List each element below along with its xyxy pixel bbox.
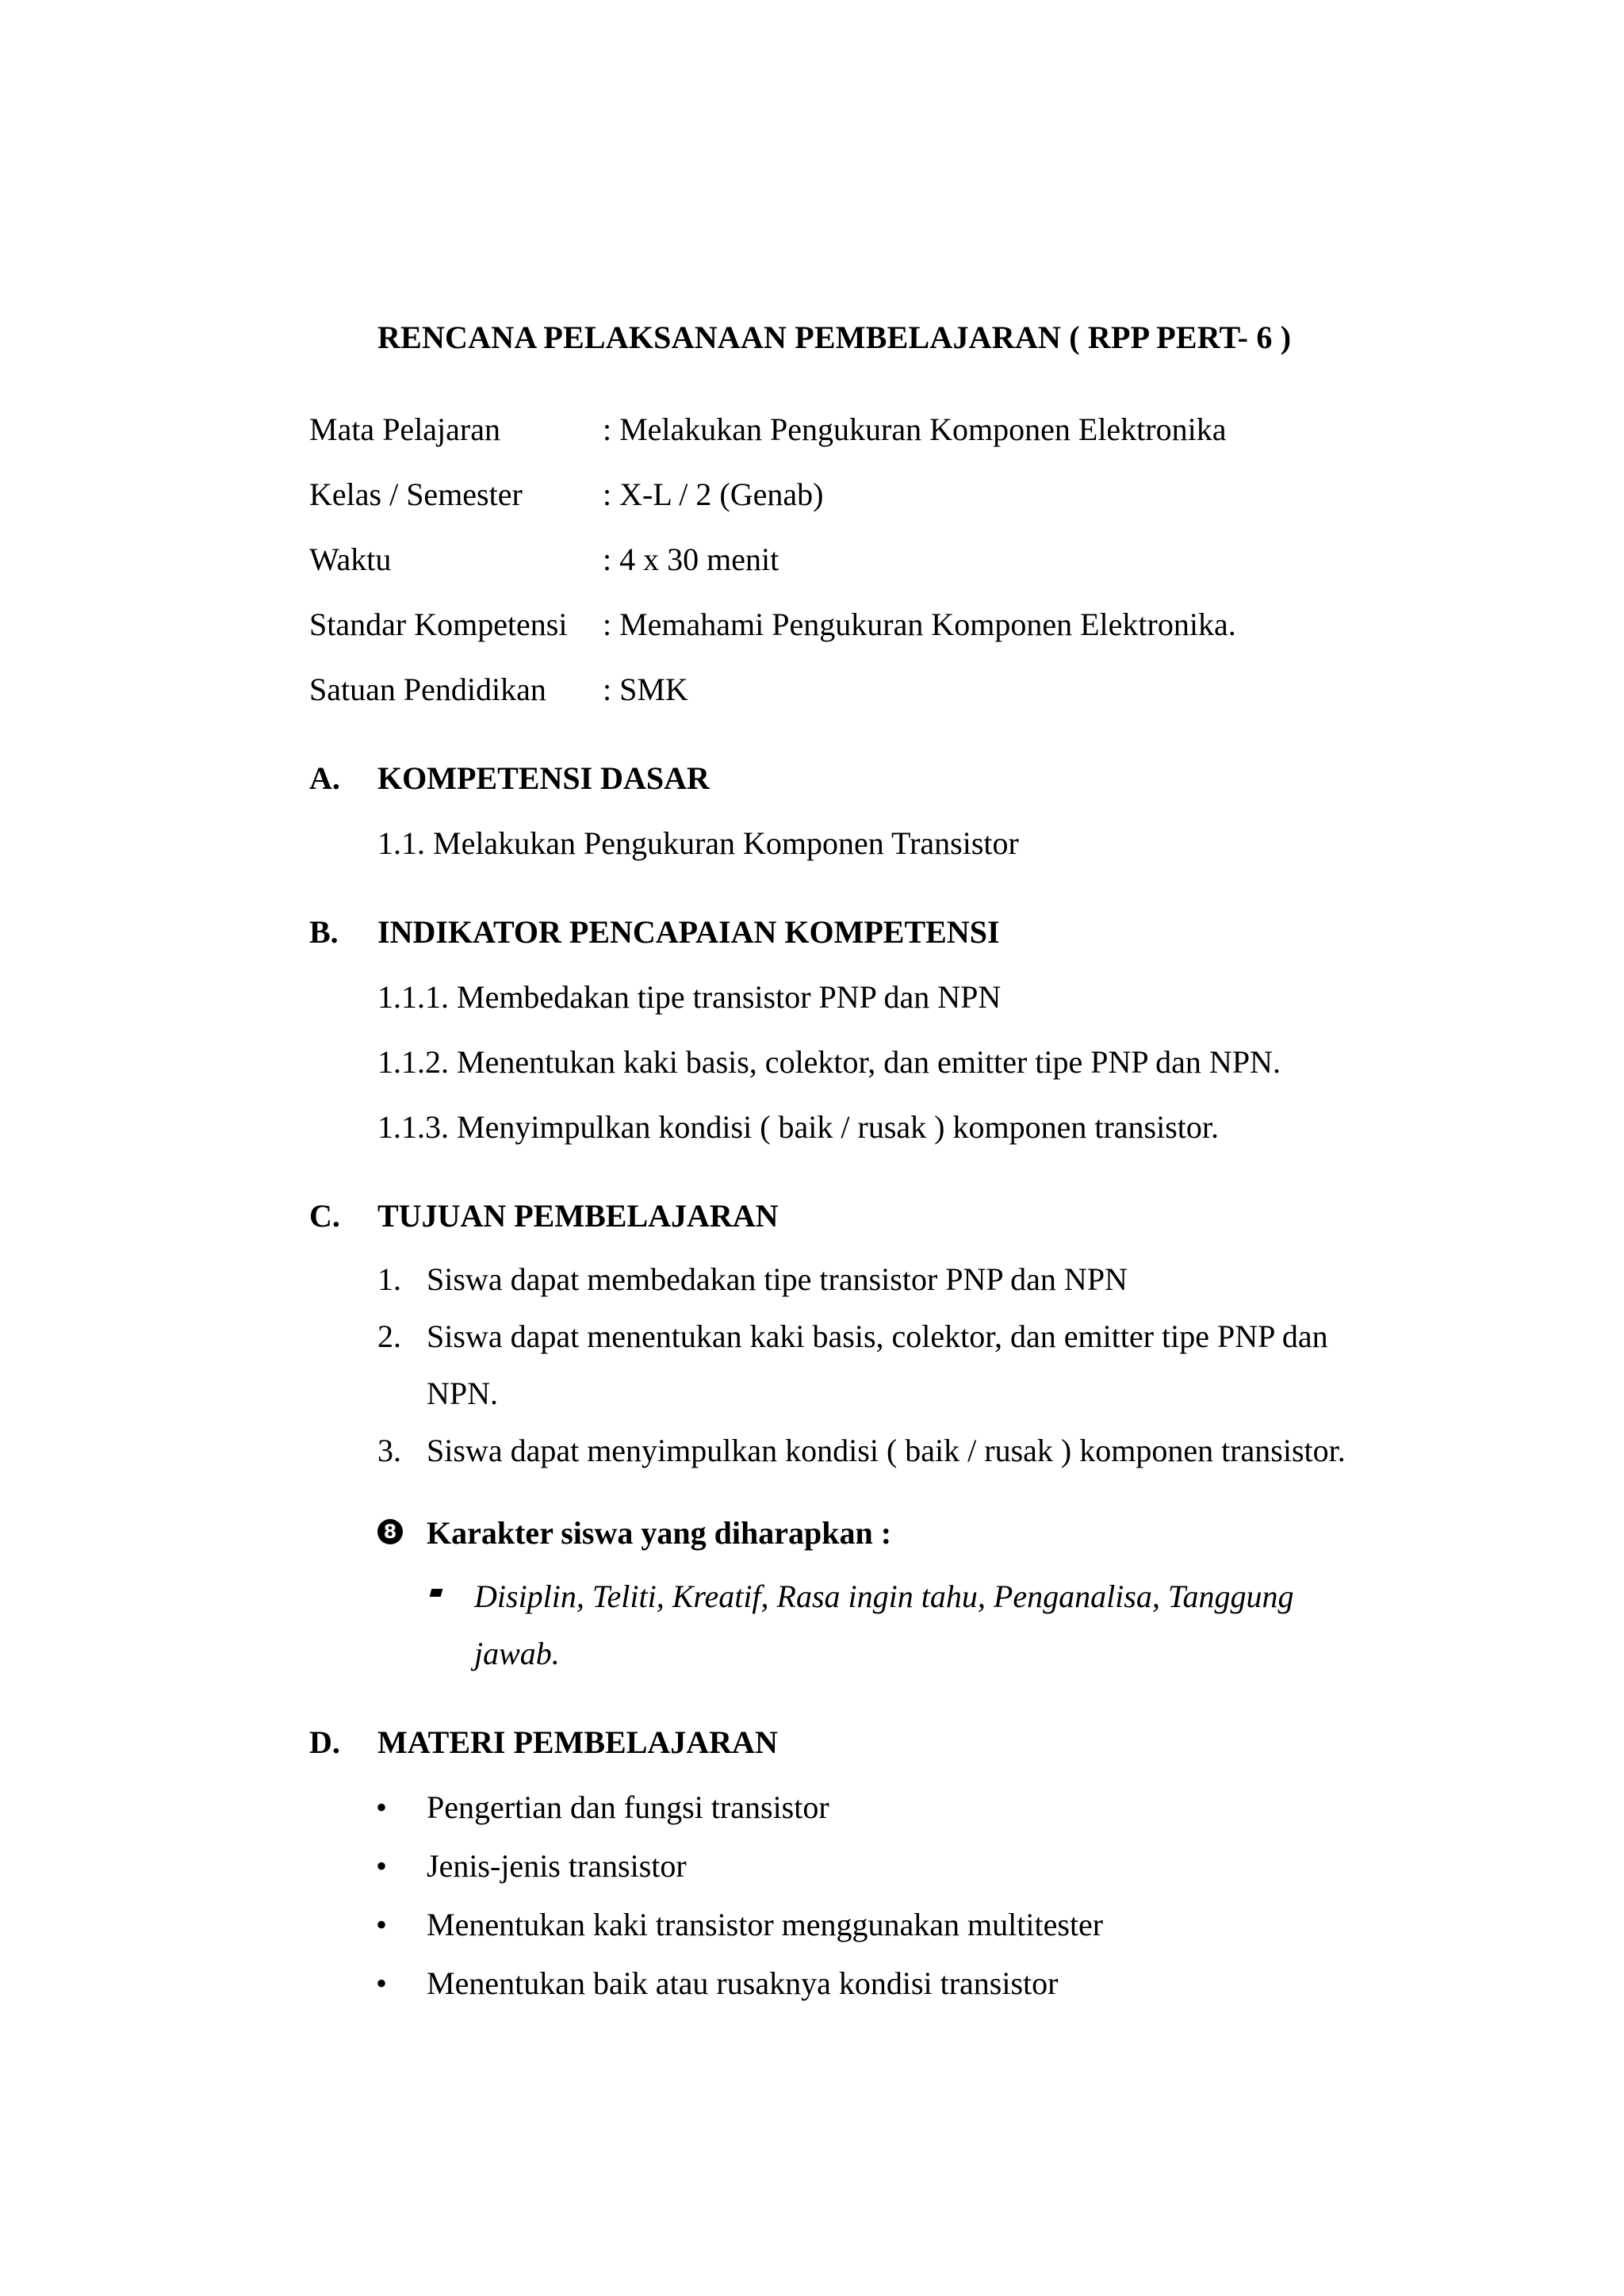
identity-label-standar-kompetensi: Standar Kompetensi xyxy=(309,607,568,642)
section-a-title: KOMPETENSI DASAR xyxy=(377,760,710,796)
section-d-letter: D. xyxy=(309,1724,340,1760)
section-d-item: Menentukan kaki transistor menggunakan multitester xyxy=(427,1907,1104,1942)
section-c-item-text-continued: NPN. xyxy=(427,1376,499,1411)
character-text: Disiplin, Teliti, Kreatif, Rasa ingin tahu, Penganalisa, Tanggung xyxy=(474,1578,1294,1614)
identity-label-waktu: Waktu xyxy=(309,541,392,577)
section-c-letter: C. xyxy=(309,1198,340,1234)
character-title: Karakter siswa yang diharapkan : xyxy=(427,1515,892,1551)
identity-value-waktu: : 4 x 30 menit xyxy=(603,541,779,577)
section-d-item: Jenis-jenis transistor xyxy=(427,1848,687,1884)
section-b-item: 1.1.3. Menyimpulkan kondisi ( baik / rusak ) komponen transistor. xyxy=(377,1109,1219,1145)
section-b-item: 1.1.1. Membedakan tipe transistor PNP dan NPN xyxy=(377,979,1002,1015)
identity-label-kelas-semester: Kelas / Semester xyxy=(309,476,523,512)
section-a-item: 1.1. Melakukan Pengukuran Komponen Transistor xyxy=(377,825,1019,861)
section-b-title: INDIKATOR PENCAPAIAN KOMPETENSI xyxy=(377,914,1000,950)
section-b-letter: B. xyxy=(309,914,339,950)
section-c-item-text: Siswa dapat membedakan tipe transistor PNP dan NPN xyxy=(427,1261,1128,1297)
section-c-title: TUJUAN PEMBELAJARAN xyxy=(377,1198,779,1234)
bullet-icon: • xyxy=(376,1789,388,1825)
section-c-item-number: 2. xyxy=(377,1318,401,1354)
bullet-icon: • xyxy=(376,1907,388,1942)
section-a-letter: A. xyxy=(309,760,340,796)
identity-label-satuan-pendidikan: Satuan Pendidikan xyxy=(309,672,546,707)
section-c-item-number: 1. xyxy=(377,1261,401,1297)
identity-value-standar-kompetensi: : Memahami Pengukuran Komponen Elektronika. xyxy=(603,607,1236,642)
section-b-item: 1.1.2. Menentukan kaki basis, colektor, dan emitter tipe PNP dan NPN. xyxy=(377,1044,1281,1080)
character-text-continued: jawab. xyxy=(474,1636,560,1671)
document-title: RENCANA PELAKSANAAN PEMBELAJARAN ( RPP PERT- 6 ) xyxy=(377,320,1292,355)
section-c-item-text: Siswa dapat menyimpulkan kondisi ( baik / rusak ) komponen transistor. xyxy=(427,1433,1346,1468)
square-bullet-icon xyxy=(430,1589,443,1597)
identity-label-mata-pelajaran: Mata Pelajaran xyxy=(309,411,500,447)
bullet-icon: • xyxy=(376,1848,388,1884)
section-d-title: MATERI PEMBELAJARAN xyxy=(377,1724,778,1760)
section-d-item: Pengertian dan fungsi transistor xyxy=(427,1789,829,1825)
section-c-item-number: 3. xyxy=(377,1433,401,1468)
section-c-item-text: Siswa dapat menentukan kaki basis, colektor, dan emitter tipe PNP dan xyxy=(427,1318,1328,1354)
section-d-item: Menentukan baik atau rusaknya kondisi transistor xyxy=(427,1965,1059,2001)
identity-value-mata-pelajaran: : Melakukan Pengukuran Komponen Elektronika xyxy=(603,411,1227,447)
numbered-circle-icon: 8 xyxy=(377,1519,403,1544)
bullet-icon: • xyxy=(376,1965,388,2001)
identity-value-satuan-pendidikan: : SMK xyxy=(603,672,688,707)
identity-value-kelas-semester: : X-L / 2 (Genab) xyxy=(603,476,824,512)
